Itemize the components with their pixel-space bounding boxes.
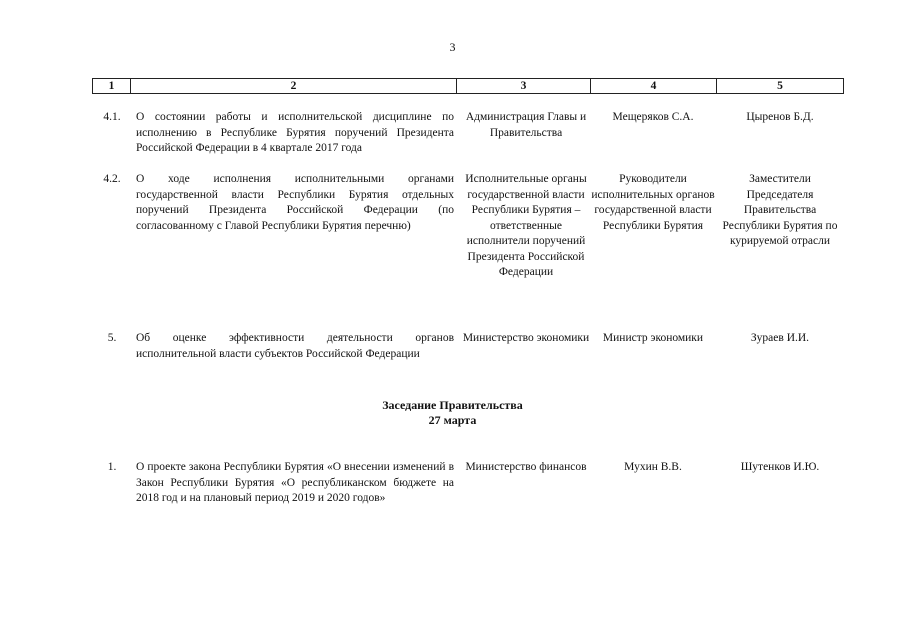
responsible-body: Министерство финансов [465, 461, 587, 473]
agenda-item-title: О состоянии работы и исполнительской дисциплине по исполнению в Республике Бурятия поручений Президента Российской Федерации в 4 квартале 2017 года [136, 111, 454, 154]
agenda-item-title: Об оценке эффективности деятельности органов исполнительной власти субъектов Российской Федерации [136, 332, 454, 360]
responsible-body: Администрация Главы и Правительства [465, 111, 587, 139]
column-header-2: 2 [131, 79, 457, 93]
curator: Цыренов Б.Д. [746, 111, 814, 123]
row-number: 4.1. [103, 111, 121, 123]
curator: Шутенков И.Ю. [740, 461, 820, 473]
table-header [92, 78, 844, 94]
rapporteur: Руководители исполнительных органов государственной власти Республики Бурятия [591, 173, 715, 232]
rapporteur: Мухин В.В. [624, 461, 682, 473]
table-row [92, 460, 844, 507]
row-number: 5. [107, 332, 117, 344]
page-number: 3 [449, 40, 456, 54]
column-header-4: 4 [591, 79, 717, 93]
agenda-item-title: О ходе исполнения исполнительными органами государственной власти Республики Бурятия отдельных поручений Президента Российской Федерации (по согласованному с Главой Республики Бурятия перечню) [136, 173, 454, 232]
curator: Заместители Председателя Правительства Республики Бурятия по курируемой отрасли [722, 173, 838, 247]
table-row [92, 110, 844, 157]
responsible-body: Министерство экономики [462, 332, 590, 344]
column-header-3: 3 [457, 79, 591, 93]
curator: Зураев И.И. [750, 332, 810, 344]
table-row [92, 331, 844, 362]
responsible-body: Исполнительные органы государственной власти Республики Бурятия – ответственные исполнители поручений Президента Российской Федерации [465, 173, 587, 278]
section-date: 27 марта [428, 413, 477, 427]
rapporteur: Мещеряков С.А. [612, 111, 694, 123]
row-number: 4.2. [103, 173, 121, 185]
table-row [92, 172, 844, 281]
row-number: 1. [107, 461, 117, 473]
column-header-1: 1 [93, 79, 131, 93]
agenda-item-title: О проекте закона Республики Бурятия «О внесении изменений в Закон Республики Бурятия «О республиканском бюджете на 2018 год и на плановый период 2019 и 2020 годов» [136, 461, 454, 504]
column-header-5: 5 [777, 80, 783, 92]
section-heading [0, 398, 905, 428]
section-title: Заседание Правительства [382, 398, 523, 412]
rapporteur: Министр экономики [602, 332, 704, 344]
